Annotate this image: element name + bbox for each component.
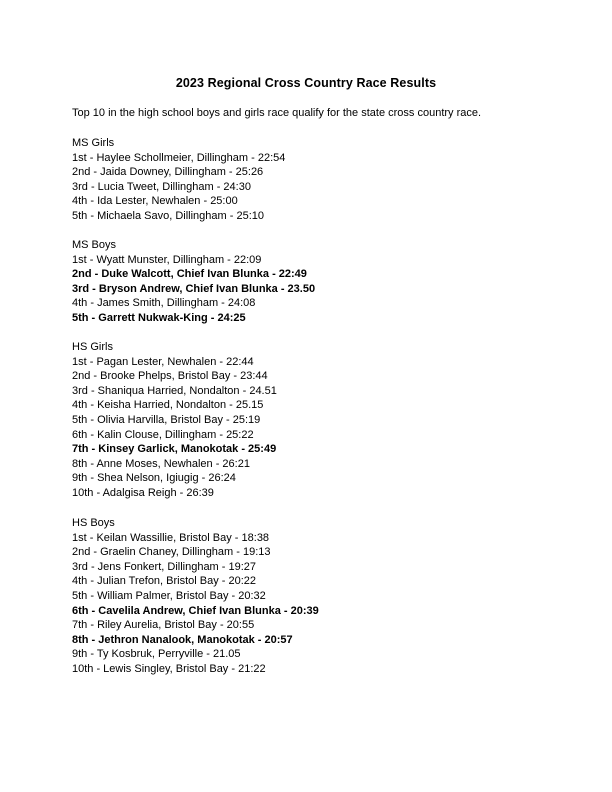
result-row: 4th - Julian Trefon, Bristol Bay - 20:22: [72, 575, 257, 588]
section-heading: MS Girls: [72, 137, 115, 149]
section-ms-girls: [72, 136, 552, 224]
section-heading: HS Girls: [72, 341, 113, 353]
result-row: 4th - James Smith, Dillingham - 24:08: [72, 297, 256, 310]
section-hs-boys: [72, 516, 552, 677]
result-row: 5th - Michaela Savo, Dillingham - 25:10: [72, 209, 264, 222]
result-row: 6th - Cavelila Andrew, Chief Ivan Blunka - 20:39: [72, 604, 319, 617]
result-row: 7th - Kinsey Garlick, Manokotak - 25:49: [72, 443, 277, 456]
result-row: 3rd - Jens Fonkert, Dillingham - 19:27: [72, 560, 257, 573]
result-row: 7th - Riley Aurelia, Bristol Bay - 20:55: [72, 619, 255, 632]
result-row: 8th - Anne Moses, Newhalen - 26:21: [72, 457, 250, 470]
section-ms-boys: [72, 238, 552, 326]
result-row: 4th - Ida Lester, Newhalen - 25:00: [72, 195, 238, 208]
result-row: 8th - Jethron Nanalook, Manokotak - 20:57: [72, 633, 293, 646]
result-row: 2nd - Graelin Chaney, Dillingham - 19:13: [72, 546, 271, 559]
result-row: 5th - Olivia Harvilla, Bristol Bay - 25:19: [72, 413, 261, 426]
result-row: 1st - Pagan Lester, Newhalen - 22:44: [72, 355, 254, 368]
result-row: 1st - Haylee Schollmeier, Dillingham - 22:54: [72, 151, 286, 164]
result-row: 6th - Kalin Clouse, Dillingham - 25:22: [72, 428, 254, 441]
result-row: 5th - Garrett Nukwak-King - 24:25: [72, 311, 246, 324]
result-row: 9th - Ty Kosbruk, Perryville - 21.05: [72, 648, 241, 661]
result-row: 1st - Wyatt Munster, Dillingham - 22:09: [72, 253, 262, 266]
section-heading: MS Boys: [72, 239, 117, 251]
page-title: 2023 Regional Cross Country Race Results: [175, 76, 437, 90]
result-row: 3rd - Shaniqua Harried, Nondalton - 24.51: [72, 384, 277, 397]
result-row: 2nd - Brooke Phelps, Bristol Bay - 23:44: [72, 370, 268, 383]
result-row: 9th - Shea Nelson, Igiugig - 26:24: [72, 472, 236, 485]
result-row: 1st - Keilan Wassillie, Bristol Bay - 18:38: [72, 531, 270, 544]
result-row: 2nd - Duke Walcott, Chief Ivan Blunka - 22:49: [72, 268, 307, 281]
section-heading: HS Boys: [72, 517, 115, 529]
intro-paragraph: Top 10 in the high school boys and girls race qualify for the state cross country race.: [72, 107, 482, 119]
result-row: 3rd - Lucia Tweet, Dillingham - 24:30: [72, 180, 251, 193]
result-row: 4th - Keisha Harried, Nondalton - 25.15: [72, 399, 264, 412]
result-row: 2nd - Jaida Downey, Dillingham - 25:26: [72, 166, 264, 179]
result-row: 10th - Adalgisa Reigh - 26:39: [72, 486, 214, 499]
section-hs-girls: [72, 340, 552, 501]
result-row: 10th - Lewis Singley, Bristol Bay - 21:22: [72, 662, 266, 675]
result-row: 5th - William Palmer, Bristol Bay - 20:32: [72, 589, 266, 602]
result-row: 3rd - Bryson Andrew, Chief Ivan Blunka - 23.50: [72, 282, 316, 295]
